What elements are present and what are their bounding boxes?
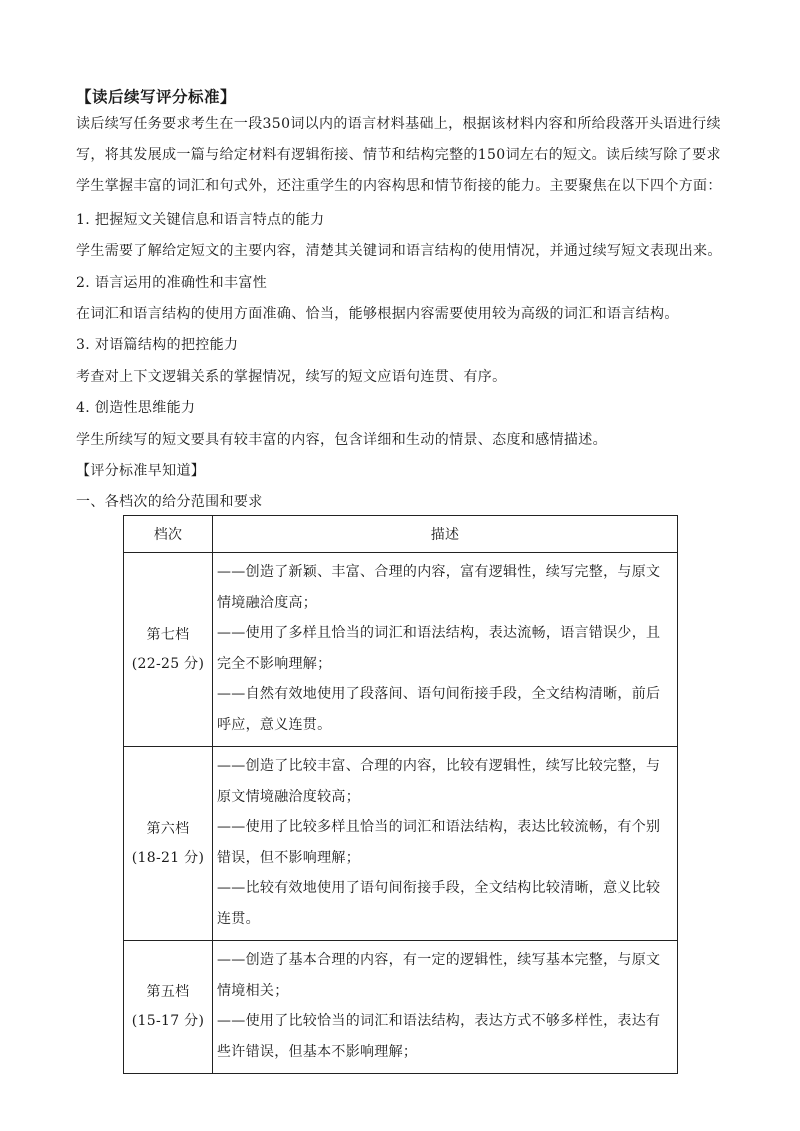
description-cell — [213, 941, 678, 1074]
intro-paragraph: 读后续写任务要求考生在一段350词以内的语言材料基础上，根据该材料内容和所给段落开头语进行续写，将其发展成一篇与给定材料有逻辑衔接、情节和结构完整的150词左右的短文。读后续写除了要求学生掌握丰富的词汇和句式外，还注重学生的内容构思和情节衔接的能力。主要聚焦在以下四个方面： — [76, 116, 722, 194]
know-heading: 【评分标准早知道】 — [76, 463, 206, 479]
section-2-heading: 2. 语言运用的准确性和丰富性 — [76, 275, 268, 291]
level-range: (15-17 分) — [131, 1013, 205, 1029]
level-name: 第七档 — [146, 626, 190, 643]
table-row — [124, 747, 678, 941]
criterion-item: ——创造了新颖、丰富、合理的内容，富有逻辑性，续写完整，与原文情境融洽度高； — [217, 564, 661, 611]
section-3-heading: 3. 对语篇结构的把控能力 — [76, 337, 239, 353]
criterion-item: ——使用了比较恰当的词汇和语法结构，表达方式不够多样性，表达有些许错误，但基本不影响理解； — [217, 1013, 661, 1060]
criterion-item: ——自然有效地使用了段落间、语句间衔接手段，全文结构清晰，前后呼应，意义连贯。 — [217, 686, 661, 733]
scoring-table — [123, 515, 678, 1074]
level-range: (22-25 分) — [131, 655, 205, 672]
section-3-text: 考查对上下文逻辑关系的掌握情况，续写的短文应语句连贯、有序。 — [76, 369, 507, 385]
table-header-row — [124, 516, 678, 553]
criterion-item: ——使用了比较多样且恰当的词汇和语法结构，表达比较流畅，有个别错误，但不影响理解； — [217, 819, 661, 866]
level-cell — [124, 747, 213, 941]
criterion-item: ——比较有效地使用了语句间衔接手段，全文结构比较清晰，意义比较连贯。 — [217, 880, 661, 927]
table-row — [124, 941, 678, 1074]
level-range: (18-21 分) — [131, 849, 205, 866]
level-cell — [124, 553, 213, 747]
section-4-heading: 4. 创造性思维能力 — [76, 400, 196, 416]
table-heading: 一、各档次的给分范围和要求 — [76, 494, 263, 510]
level-name: 第五档 — [146, 984, 190, 1000]
criterion-item: ——创造了比较丰富、合理的内容，比较有逻辑性，续写比较完整，与原文情境融洽度较高； — [217, 758, 661, 805]
description-cell — [213, 553, 678, 747]
header-description: 描述 — [213, 516, 678, 553]
section-2-text: 在词汇和语言结构的使用方面准确、恰当，能够根据内容需要使用较为高级的词汇和语言结构。 — [76, 306, 679, 322]
level-cell — [124, 941, 213, 1074]
criterion-item: ——使用了多样且恰当的词汇和语法结构，表达流畅，语言错误少，且完全不影响理解； — [217, 625, 661, 672]
document-title: 【读后续写评分标准】 — [76, 88, 237, 106]
section-1-text: 学生需要了解给定短文的主要内容，清楚其关键词和语言结构的使用情况，并通过续写短文表现出来。 — [76, 243, 722, 259]
section-1-heading: 1. 把握短文关键信息和语言特点的能力 — [76, 212, 325, 228]
criterion-item: ——创造了基本合理的内容，有一定的逻辑性，续写基本完整，与原文情境相关； — [217, 952, 661, 999]
description-cell — [213, 747, 678, 941]
level-name: 第六档 — [146, 820, 190, 837]
section-4-text: 学生所续写的短文要具有较丰富的内容，包含详细和生动的情景、态度和感情描述。 — [76, 432, 607, 448]
table-row — [124, 553, 678, 747]
header-level: 档次 — [124, 516, 213, 553]
